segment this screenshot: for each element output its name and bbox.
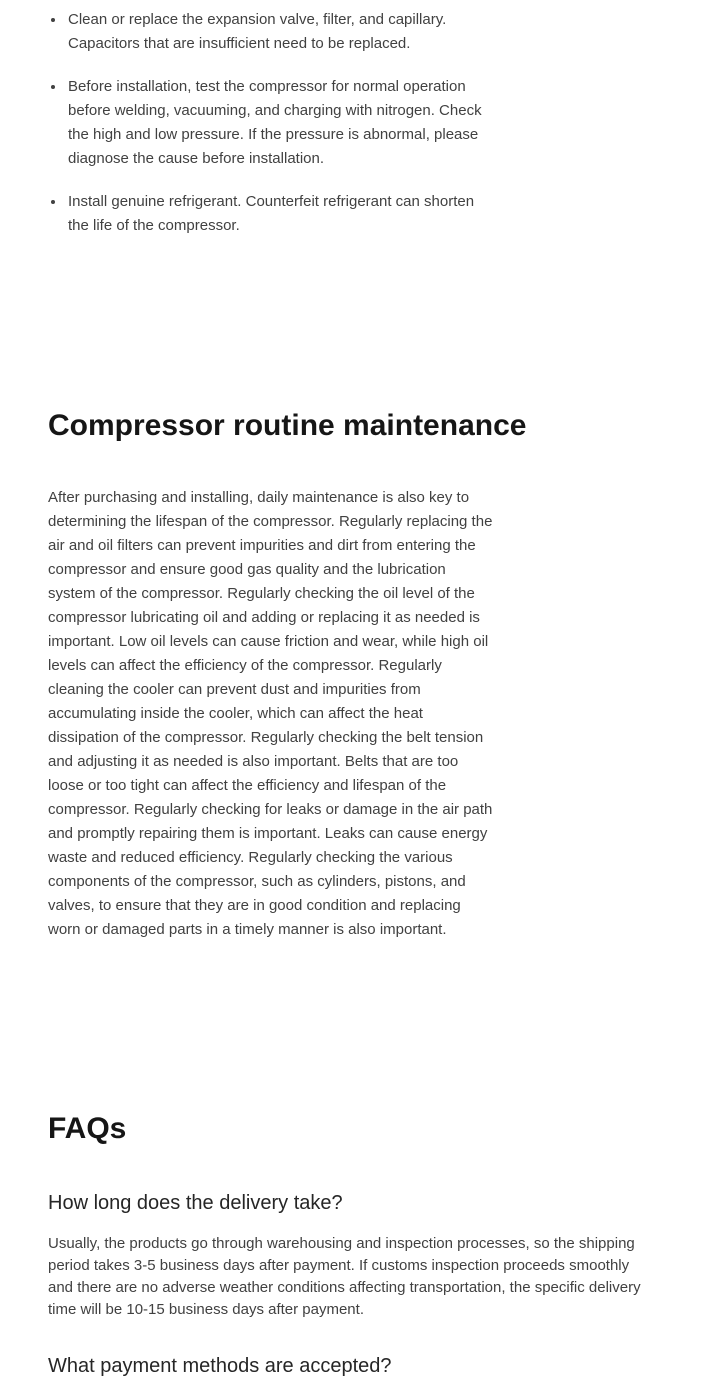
faq-section-heading: FAQs <box>48 1112 127 1145</box>
faq-answer: Usually, the products go through warehousing and inspection processes, so the shipping period takes 3-5 business days after payment. If customs inspection proceeds smoothly and there are no adverse weather conditions affecting transportation, the specific delivery time will be 10-15 business days after payment. <box>48 1235 641 1318</box>
maintenance-section-heading: Compressor routine maintenance <box>48 409 527 442</box>
list-item: • Install genuine refrigerant. Counterfeit refrigerant can shorten the life of the compressor. <box>66 190 491 238</box>
faq-question: What payment methods are accepted? <box>48 1355 392 1377</box>
faq-item <box>48 1355 728 1378</box>
installation-tips-list <box>48 8 491 238</box>
faq-question: How long does the delivery take? <box>48 1192 343 1214</box>
list-item: • Before installation, test the compressor for normal operation before welding, vacuuming, and charging with nitrogen. Check the high and low pressure. If the pressure is abnormal, please diagnose the cause before installation. <box>66 75 491 171</box>
faq-item <box>48 1192 728 1321</box>
maintenance-paragraph: After purchasing and installing, daily maintenance is also key to determining the lifespan of the compressor. Regularly replacing the air and oil filters can prevent impurities and dirt from entering the compressor and ensure good gas quality and the lubrication system of the compressor. Regularly checking the oil level of the compressor lubricating oil and adding or replacing it as needed is important. Low oil levels can cause friction and wear, while high oil levels can affect the efficiency of the compressor. Regularly cleaning the cooler can prevent dust and impurities from accumulating inside the cooler, which can affect the heat dissipation of the compressor. Regularly checking the belt tension and adjusting it as needed is also important. Belts that are too loose or too tight can affect the efficiency and lifespan of the compressor. Regularly checking for leaks or damage in the air path and promptly repairing them is important. Leaks can cause energy waste and reduced efficiency. Regularly checking the various components of the compressor, such as cylinders, pistons, and valves, to ensure that they are in good condition and replacing worn or damaged parts in a timely manner is also important. <box>48 489 493 938</box>
list-item: • Clean or replace the expansion valve, filter, and capillary. Capacitors that are insufficient need to be replaced. <box>66 8 491 56</box>
